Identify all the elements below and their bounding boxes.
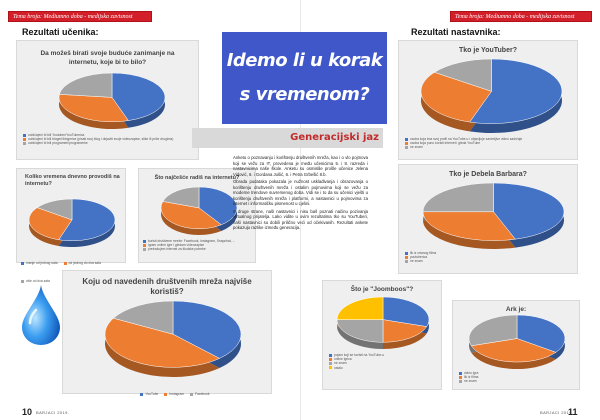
legend-swatch [23, 134, 26, 137]
left-section-heading: Rezultati učenika: [22, 27, 99, 37]
legend-entry [459, 379, 577, 383]
chart-title: Tko je YouTuber? [459, 47, 517, 54]
chart-title: Da možeš birati svoje buduće zanimanje na internetu, koje bi to bilo? [40, 50, 175, 66]
legend-label: ostalo [334, 365, 343, 370]
chart-title: Što je "Joomboos"? [350, 286, 414, 293]
legend-label: osoba koja ima svoj profil na YouTube-u i objavljuje zanimljive video sadržaje [410, 137, 523, 141]
legend-swatch [459, 380, 462, 383]
right-header-ribbon: Tema broja: Mediumno doba - medijska zavisnost [450, 11, 592, 22]
chart-card-youtuber [398, 40, 578, 160]
legend-entry [190, 392, 209, 396]
chart-title: Koju od navedenih društvenih mreža najviše koristiš? [82, 277, 252, 296]
article-text [233, 155, 368, 233]
left-footer-label: BARJACI 2019. [36, 410, 70, 415]
legend-label: Facebook [195, 392, 210, 396]
chart-legend [329, 353, 439, 370]
chart-card-joomboos [322, 280, 442, 390]
chart-legend [93, 382, 263, 400]
legend-swatch [329, 366, 332, 369]
legend-swatch [405, 256, 408, 259]
legend-swatch [405, 252, 408, 255]
legend-label: igram online igre i gledam videozapise [148, 243, 205, 248]
pie-slice-3 [59, 73, 112, 97]
legend-entry [64, 261, 101, 265]
section-title: Generacijski jaz [290, 132, 379, 143]
chart-title: Koliko vremena dnevno provodiš na internetu? [25, 174, 120, 187]
legend-swatch [405, 138, 408, 141]
main-title: Idemo li u korak s vremenom? [222, 32, 387, 124]
legend-label: Instagram [169, 392, 185, 396]
section-banner [192, 128, 383, 148]
article-paragraph: Anketu o poznavanju i korištenju društvenih mreža, kao i o vlo pojmova koji se vežu za IT, provedena je među učenicima 5. i 8. razreda i nastavnicima naše škole. Anketu su osmislile prošle učenice Jelena Vidović, 6. i Gordana Jušić, 6. i Petra Grbešić 8.b. [233, 155, 368, 177]
legend-label: lik iz filma [464, 375, 479, 380]
pie-chart [421, 181, 566, 251]
legend-swatch [164, 393, 167, 396]
left-header-ribbon: Tema broja: Mediumno doba - medijska zavisnost [8, 11, 152, 22]
legend-label: uobičajeni bi bili Youtuber/YouTuberica [28, 133, 85, 137]
legend-label: ne znam [464, 379, 477, 384]
legend-swatch [23, 138, 26, 141]
legend-entry [405, 259, 575, 263]
chart-card-time-online [16, 168, 126, 283]
legend-label: od jednog do dva sata [68, 261, 101, 265]
legend-swatch [23, 142, 26, 145]
pie-chart [467, 313, 567, 371]
legend-swatch [143, 244, 146, 247]
legend-label: više od dva sata [26, 279, 50, 283]
legend-entry [21, 261, 58, 265]
legend-entry [140, 392, 158, 396]
legend-label: ne znam [334, 361, 347, 366]
legend-label: manje od jednog sata [26, 261, 58, 265]
pie-chart [419, 57, 564, 135]
legend-label: YouTube [145, 392, 159, 396]
legend-entry [143, 247, 255, 251]
legend-swatch [21, 262, 24, 265]
legend-swatch [143, 240, 146, 243]
pie-slice-4 [337, 297, 383, 320]
chart-card-future-job [16, 40, 199, 160]
legend-label: osoba koja puno koristi internet i gleda YouTube [410, 141, 481, 146]
legend-swatch [329, 362, 332, 365]
legend-label: uobičajeni bi bili blogeri/blogerice (pisati svoj blog i objaviti svoje videozapise, slike ili priče drugima) [28, 137, 174, 142]
chart-title: Tko je Debela Barbara? [449, 171, 527, 178]
legend-swatch [459, 376, 462, 379]
legend-label: ne znam [410, 259, 423, 264]
legend-label: lik iz crtanog filma [410, 251, 437, 255]
chart-legend [143, 239, 255, 252]
pie-slice-3 [337, 320, 383, 343]
legend-swatch [405, 146, 408, 149]
legend-swatch [143, 248, 146, 251]
chart-title: Što najčešće radiš na internetu? [154, 175, 240, 181]
chart-legend [23, 133, 195, 146]
legend-swatch [190, 393, 193, 396]
chart-legend [459, 371, 577, 384]
legend-swatch [405, 260, 408, 263]
legend-swatch [329, 354, 332, 357]
legend-label: online igrica [334, 357, 352, 362]
chart-legend [405, 137, 575, 150]
right-section-heading: Rezultati nastavnika: [411, 27, 501, 37]
left-page-number: 10 [22, 407, 33, 417]
right-page-number: 11 [568, 407, 578, 417]
legend-entry [23, 141, 195, 145]
legend-label: pojam koji se koristi na YouTube-u [334, 353, 385, 357]
chart-card-social-network [62, 270, 272, 394]
legend-swatch [140, 393, 143, 396]
legend-label: koristi društvene mreže: Facebook, Instagram, Snapchat, ... [148, 239, 236, 243]
legend-label: youtuberica [410, 255, 428, 260]
chart-card-ark [452, 300, 580, 390]
legend-swatch [329, 358, 332, 361]
legend-swatch [64, 262, 67, 265]
pie-chart [27, 197, 117, 249]
legend-label: video igra [464, 371, 479, 375]
right-footer-label: BARJACI 2019. [540, 410, 574, 415]
legend-entry [329, 366, 439, 370]
legend-swatch [405, 142, 408, 145]
chart-title: Ark je: [505, 306, 527, 313]
chart-legend [405, 251, 575, 264]
pie-chart [57, 71, 167, 131]
pie-chart [159, 185, 239, 237]
pie-slice-3 [423, 183, 494, 212]
article-paragraph: S druge strane, naši nastavnici i nisu baš poznati načinu pozivanja virtualnog prijatelja. Lako vidite u ovim rezultatima tko su YouTuberi, naši nastavnici su dobili prilično veći od očekivanih. Rezultati ankete pokazuju razlike između generacija. [233, 208, 368, 230]
legend-label: ne znam [410, 145, 423, 150]
legend-label: uobičajeni bi bili programeri/programerke [28, 141, 88, 146]
legend-entry [164, 392, 184, 396]
legend-entry [405, 145, 575, 149]
pie-chart [335, 295, 431, 351]
pie-chart [103, 299, 243, 379]
legend-swatch [459, 372, 462, 375]
legend-label: pretražujem internet za školske potrebe [148, 247, 206, 252]
water-drop-icon [20, 283, 62, 347]
chart-card-debela-barbara [398, 164, 578, 274]
article-paragraph: Obrada podataka pokazala je nužnost usklađivanja i obrazovanja o korištenju društvenih mreža i ostalim pojmovima koji se vežu za moderne trendove suvremenog doba. Vidi se i to da su učenici vješti u korištenju društvenih mreža i platformi, a nastavnici u pojmovima za internet i informatičku pismenost u cjelini. [233, 179, 368, 206]
